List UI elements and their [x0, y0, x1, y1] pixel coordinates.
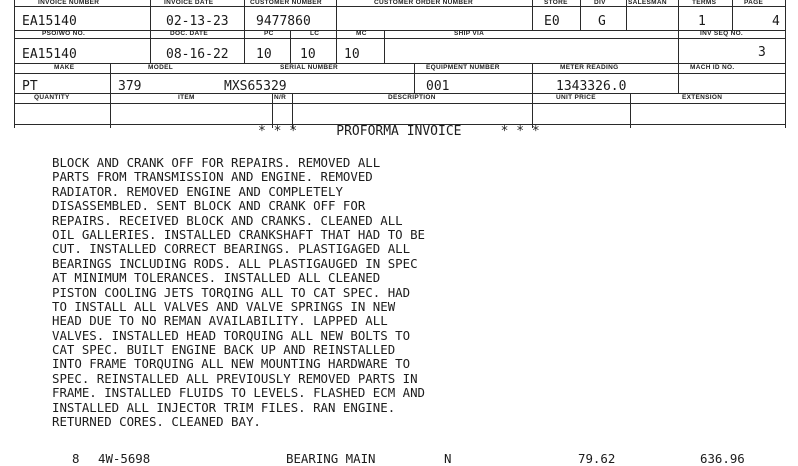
header-divider	[244, 30, 245, 63]
pc-label: PC	[264, 30, 274, 37]
header-divider	[292, 93, 293, 128]
nr-label: N/R	[274, 94, 287, 101]
header-divider	[532, 0, 533, 30]
inv-seq-no-label: INV SEQ NO.	[700, 30, 744, 37]
model-value: 379	[118, 79, 142, 94]
header-divider	[678, 30, 679, 63]
description-line: HEAD DUE TO NO REMAN AVAILABILITY. LAPPED ALL	[52, 313, 388, 329]
table-row	[0, 451, 798, 466]
header-divider	[290, 30, 291, 63]
ship-via-label: SHIP VIA	[454, 30, 485, 37]
div-value: G	[598, 14, 606, 29]
header-divider	[110, 63, 111, 93]
invoice-date-label: INVOICE DATE	[164, 0, 214, 6]
description-line: FRAME. INSTALLED FLUIDS TO LEVELS. FLASHED ECM AND	[52, 385, 425, 401]
description-line: TO INSTALL ALL VALVES AND VALVE SPRINGS IN NEW	[52, 298, 396, 314]
header-divider	[272, 93, 273, 128]
header-divider	[532, 93, 533, 128]
description-line: SPEC. REINSTALLED ALL PREVIOUSLY REMOVED PARTS IN	[52, 370, 418, 386]
description-line: CUT. INSTALLED CORRECT BEARINGS. PLASTIGAGED ALL	[52, 241, 411, 257]
div-label: DIV	[594, 0, 606, 6]
header-rule	[14, 6, 786, 7]
mc-value: 10	[344, 47, 360, 62]
header-divider	[678, 63, 679, 93]
store-value: E0	[544, 14, 560, 29]
pso-wo-no-label: PSO/WO NO.	[42, 30, 86, 37]
header-divider	[150, 0, 151, 30]
invoice-number-label: INVOICE NUMBER	[38, 0, 100, 6]
serial-number-value: MXS65329	[224, 79, 287, 94]
description-line: OIL GALLERIES. INSTALLED CRANKSHAFT THAT HAD TO BE	[52, 226, 425, 242]
header-divider	[336, 30, 337, 63]
extension-label: EXTENSION	[682, 94, 723, 101]
pc-value: 10	[256, 47, 272, 62]
line-unit-price: 79.62	[578, 451, 616, 466]
header-rule	[14, 103, 786, 104]
description-line: DISASSEMBLED. SENT BLOCK AND CRANK OFF FOR	[52, 198, 366, 214]
line-extension: 636.96	[700, 451, 745, 466]
lc-value: 10	[300, 47, 316, 62]
header-divider	[150, 30, 151, 63]
description-line: VALVES. INSTALLED HEAD TORQUING ALL NEW BOLTS TO	[52, 327, 411, 343]
page-value: 4	[772, 14, 780, 29]
salesman-label: SALESMAN	[628, 0, 667, 6]
description-line: PISTON COOLING JETS TORQING ALL TO CAT SPEC. HAD	[52, 284, 411, 300]
inv-seq-no-value: 3	[758, 45, 766, 60]
doc-date-value: 08-16-22	[166, 47, 229, 62]
make-label: MAKE	[54, 64, 75, 71]
invoice-number-value: EA15140	[22, 14, 77, 29]
line-nr: N	[444, 451, 452, 466]
invoice-date-value: 02-13-23	[166, 14, 229, 29]
meter-reading-label: METER READING	[560, 64, 619, 71]
header-divider	[678, 0, 679, 30]
store-label: STORE	[544, 0, 568, 6]
header-divider	[244, 0, 245, 30]
header-divider	[110, 93, 111, 128]
customer-order-number-label: CUSTOMER ORDER NUMBER	[374, 0, 473, 6]
header-rule	[14, 63, 786, 64]
header-rule	[14, 30, 786, 31]
quantity-label: QUANTITY	[34, 94, 70, 101]
header-divider	[14, 63, 15, 128]
header-divider	[336, 0, 337, 30]
description-line: BEARINGS INCLUDING RODS. ALL PLASTIGAUGED IN SPEC	[52, 255, 418, 271]
make-value: PT	[22, 79, 38, 94]
header-divider	[414, 63, 415, 93]
header-divider	[384, 30, 385, 63]
doc-date-label: DOC. DATE	[170, 30, 208, 37]
header-divider	[14, 0, 15, 63]
meter-reading-value: 1343326.0	[556, 79, 627, 94]
header-divider	[785, 0, 786, 128]
terms-label: TERMS	[692, 0, 717, 6]
line-item-number: 4W-5698	[98, 451, 151, 466]
terms-value: 1	[698, 14, 706, 29]
item-label: ITEM	[178, 94, 195, 101]
equipment-number-value: 001	[426, 79, 450, 94]
description-line: RETURNED CORES. CLEANED BAY.	[52, 414, 261, 430]
description-line: BLOCK AND CRANK OFF FOR REPAIRS. REMOVED ALL	[52, 155, 381, 170]
document-title: * * * PROFORMA INVOICE * * *	[258, 124, 540, 139]
description-line: INTO FRAME TORQUING ALL NEW MOUNTING HARDWARE TO	[52, 356, 411, 372]
work-description	[52, 156, 572, 429]
mc-label: MC	[356, 30, 367, 37]
header-divider	[532, 63, 533, 93]
page-label: PAGE	[744, 0, 764, 6]
line-description: BEARING MAIN	[286, 451, 376, 466]
lc-label: LC	[310, 30, 320, 37]
description-line: AT MINIMUM TOLERANCES. INSTALLED ALL CLEANED	[52, 270, 381, 286]
customer-number-label: CUSTOMER NUMBER	[250, 0, 322, 6]
header-divider	[580, 0, 581, 30]
header-divider	[626, 0, 627, 30]
mach-id-no-label: MACH ID NO.	[690, 64, 735, 71]
serial-number-label: SERIAL NUMBER	[280, 64, 338, 71]
model-label: MODEL	[148, 64, 173, 71]
pso-wo-no-value: EA15140	[22, 47, 77, 62]
description-line: PARTS FROM TRANSMISSION AND ENGINE. REMOVED	[52, 169, 373, 185]
description-line: REPAIRS. RECEIVED BLOCK AND CRANKS. CLEANED ALL	[52, 212, 403, 228]
line-quantity: 8	[72, 451, 80, 466]
unit-price-label: UNIT PRICE	[556, 94, 596, 101]
header-divider	[630, 93, 631, 128]
description-line: INSTALLED ALL INJECTOR TRIM FILES. RAN ENGINE.	[52, 399, 396, 415]
header-rule	[14, 38, 786, 39]
header-rule	[14, 73, 786, 74]
description-line: RADIATOR. REMOVED ENGINE AND COMPLETELY	[52, 183, 343, 199]
description-label: DESCRIPTION	[388, 94, 436, 101]
customer-number-value: 9477860	[256, 14, 311, 29]
header-divider	[732, 0, 733, 30]
description-line: CAT SPEC. BUILT ENGINE BACK UP AND REINSTALLED	[52, 342, 396, 358]
equipment-number-label: EQUIPMENT NUMBER	[426, 64, 500, 71]
invoice-header-grid	[14, 0, 786, 128]
